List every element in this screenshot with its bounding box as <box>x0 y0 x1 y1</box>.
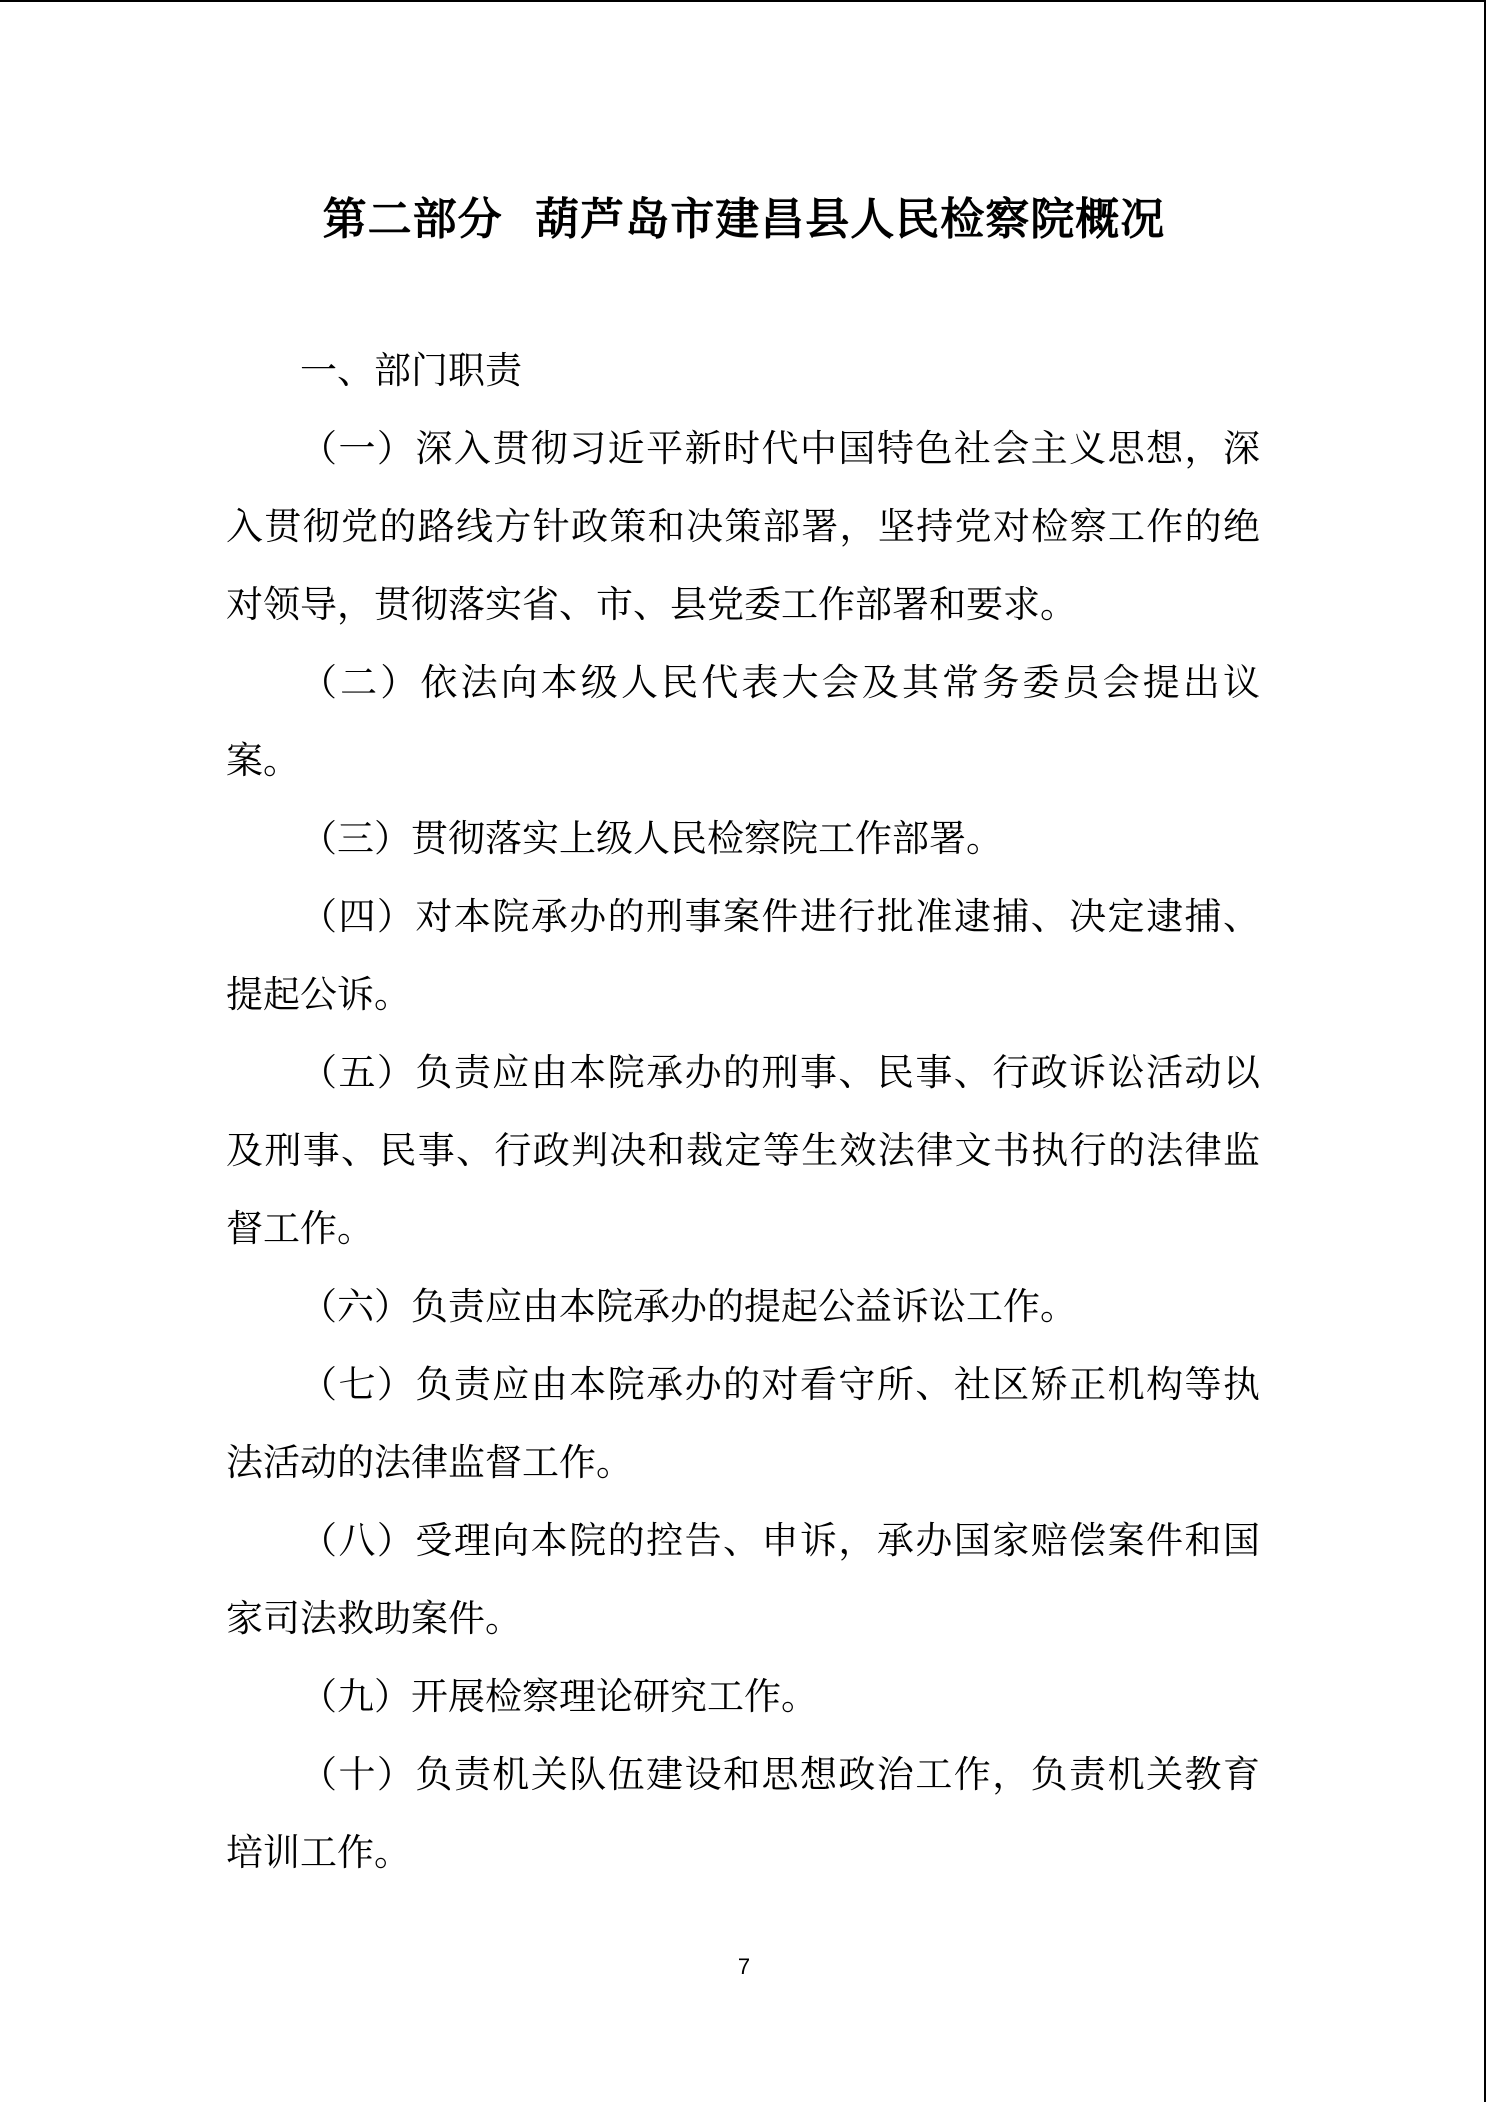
paragraph-2: （二）依法向本级人民代表大会及其常务委员会提出议案。 <box>226 661 1260 782</box>
paragraph-5: （五）负责应由本院承办的刑事、民事、行政诉讼活动以及刑事、民事、行政判决和裁定等生效法律文书执行的法律监督工作。 <box>226 1051 1260 1250</box>
page-title: 第二部分 葫芦岛市建昌县人民检察院概况 <box>322 194 1166 245</box>
document-body <box>226 332 1260 1892</box>
paragraph-10: （十）负责机关队伍建设和思想政治工作，负责机关教育培训工作。 <box>226 1753 1260 1874</box>
paragraph-9: （九）开展检察理论研究工作。 <box>300 1675 818 1718</box>
paragraph-8: （八）受理向本院的控告、申诉，承办国家赔偿案件和国家司法救助案件。 <box>226 1519 1260 1640</box>
page-number: 7 <box>737 1954 751 1979</box>
paragraph-3: （三）贯彻落实上级人民检察院工作部署。 <box>300 817 1003 860</box>
paragraph-1: （一）深入贯彻习近平新时代中国特色社会主义思想，深入贯彻党的路线方针政策和决策部署，坚持党对检察工作的绝对领导，贯彻落实省、市、县党委工作部署和要求。 <box>226 427 1260 626</box>
section-heading: 一、部门职责 <box>300 349 522 392</box>
paragraph-7: （七）负责应由本院承办的对看守所、社区矫正机构等执法活动的法律监督工作。 <box>226 1363 1260 1484</box>
paragraph-6: （六）负责应由本院承办的提起公益诉讼工作。 <box>300 1285 1077 1328</box>
paragraph-4: （四）对本院承办的刑事案件进行批准逮捕、决定逮捕、提起公诉。 <box>226 895 1260 1016</box>
